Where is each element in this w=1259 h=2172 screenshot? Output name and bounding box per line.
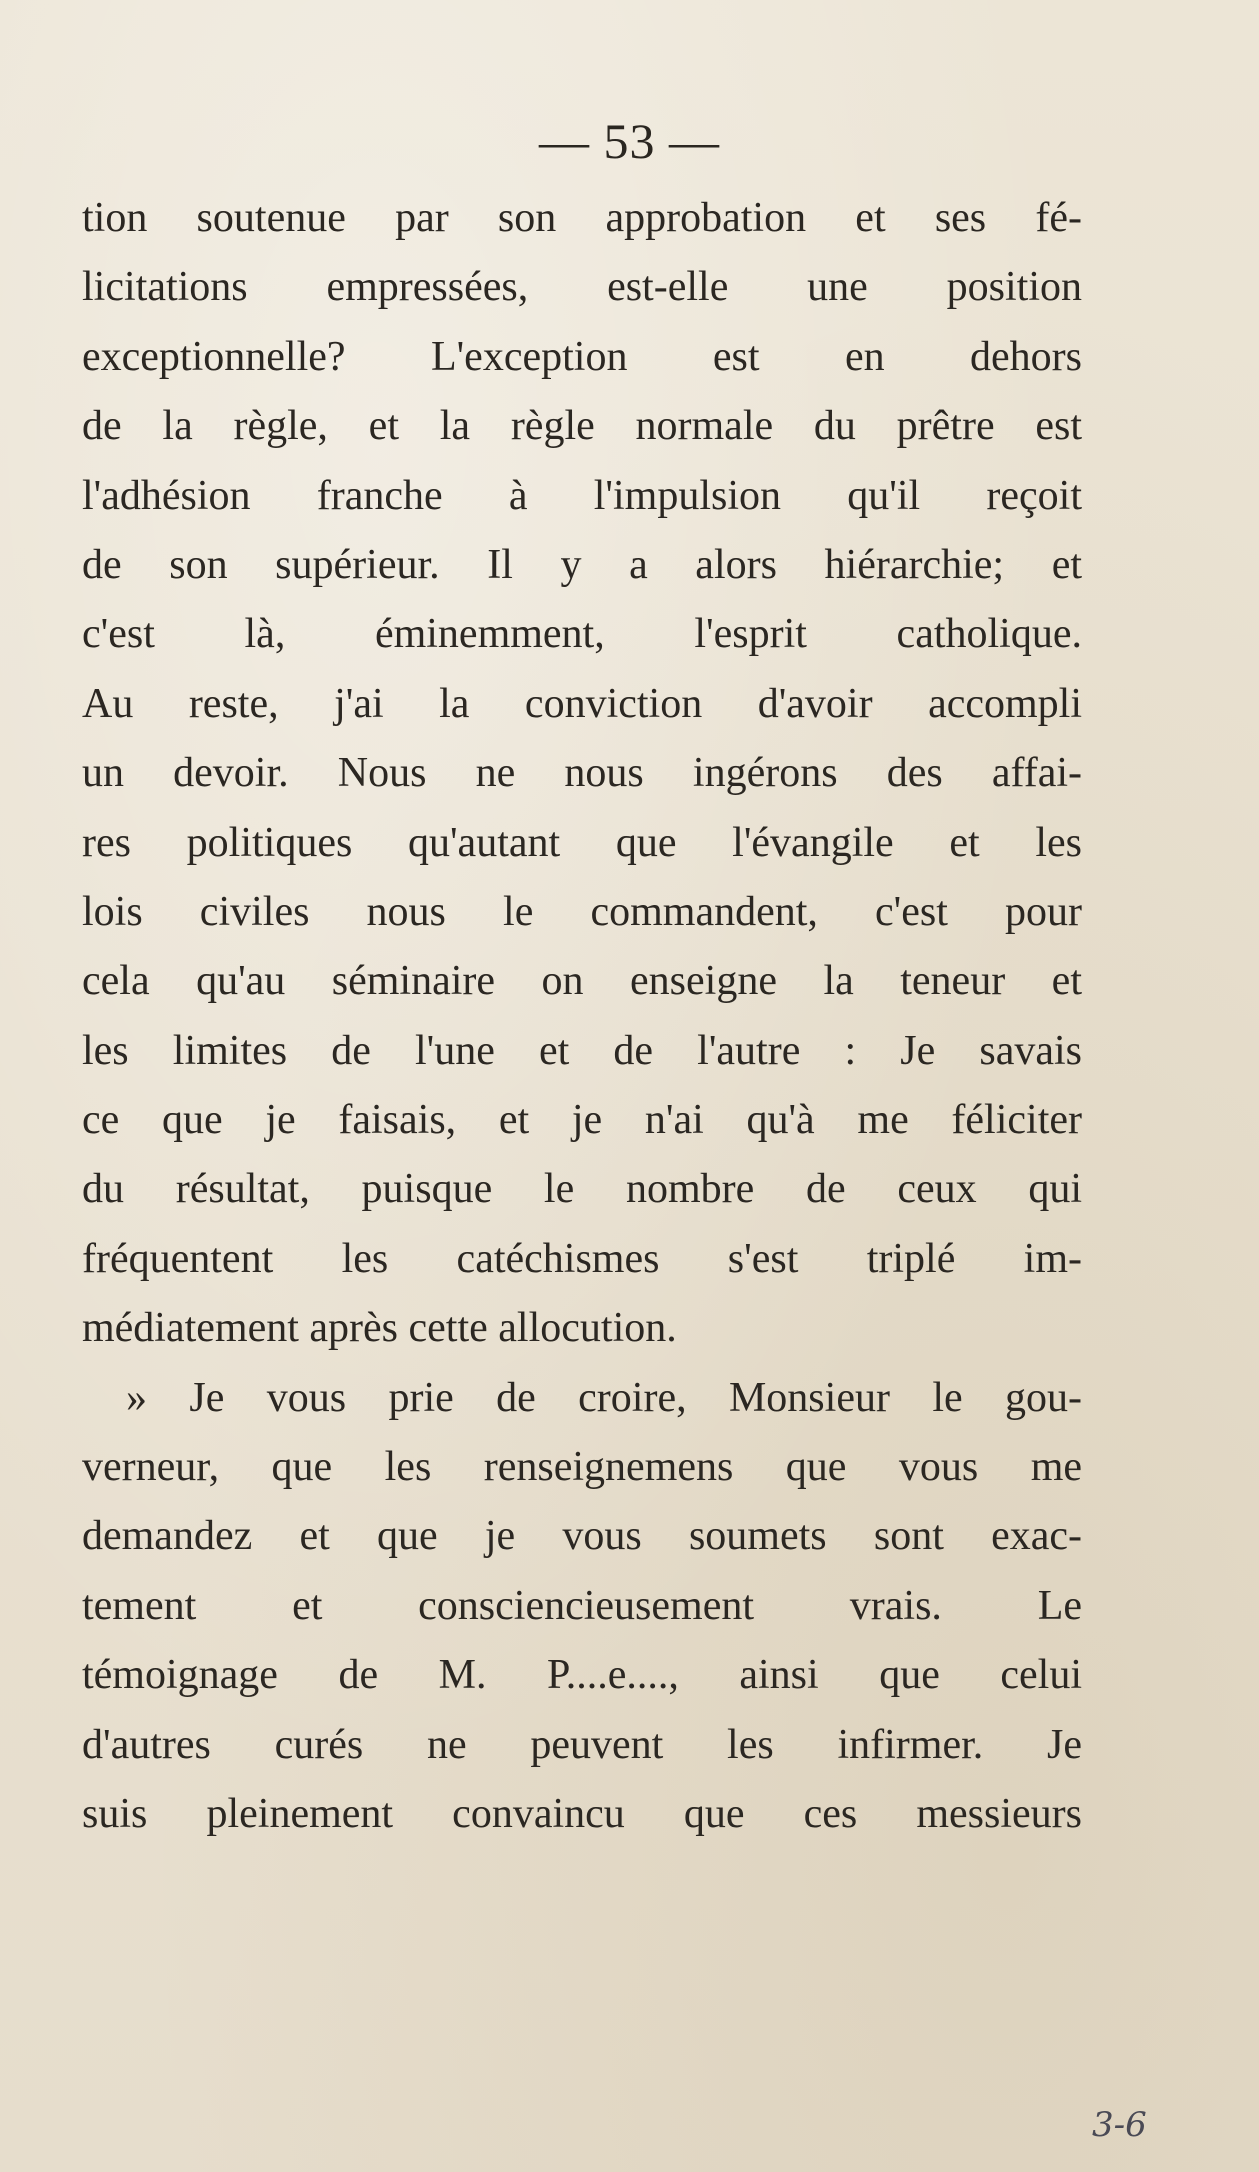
text-line: ce que je faisais, et je n'ai qu'à me féliciter	[82, 1097, 1082, 1144]
text-line: res politiques qu'autant que l'évangile et les	[82, 819, 1082, 866]
page-number: — 53 —	[539, 113, 720, 169]
text-line: de son supérieur. Il y a alors hiérarchie; et	[82, 541, 1082, 588]
text-line: l'adhésion franche à l'impulsion qu'il reçoit	[82, 472, 1082, 519]
text-line: du résultat, puisque le nombre de ceux qui	[82, 1166, 1082, 1213]
text-line: les limites de l'une et de l'autre : Je savais	[82, 1027, 1082, 1074]
text-line: demandez et que je vous soumets sont exac-	[82, 1513, 1082, 1560]
text-line: tion soutenue par son approbation et ses fé-	[82, 195, 1082, 241]
text-line: Au reste, j'ai la conviction d'avoir accompli	[82, 680, 1082, 727]
text-line: un devoir. Nous ne nous ingérons des affai-	[82, 750, 1082, 797]
text-line: de la règle, et la règle normale du prêtre est	[82, 403, 1082, 450]
paragraph-end-line: médiatement après cette allocution.	[82, 1305, 677, 1352]
handwritten-page-mark: 3-6	[1092, 2105, 1147, 2145]
text-line: verneur, que les renseignemens que vous me	[82, 1444, 1082, 1491]
text-line: suis pleinement convaincu que ces messieurs	[82, 1790, 1082, 1837]
text-line: cela qu'au séminaire on enseigne la teneur et	[82, 958, 1082, 1005]
text-line: licitations empressées, est-elle une position	[82, 264, 1082, 311]
text-line: témoignage de M. P....e...., ainsi que celui	[82, 1652, 1082, 1699]
text-line: fréquentent les catéchismes s'est triplé im-	[82, 1235, 1082, 1282]
text-line: c'est là, éminemment, l'esprit catholique.	[82, 611, 1082, 658]
text-line: lois civiles nous le commandent, c'est pour	[82, 888, 1082, 935]
paragraph-start-line: » Je vous prie de croire, Monsieur le gou-	[126, 1374, 1082, 1421]
body-text	[82, 184, 1082, 1849]
text-line: d'autres curés ne peuvent les infirmer. Je	[82, 1721, 1082, 1768]
text-line: tement et consciencieusement vrais. Le	[82, 1582, 1082, 1629]
text-line: exceptionnelle? L'exception est en dehors	[82, 333, 1082, 380]
